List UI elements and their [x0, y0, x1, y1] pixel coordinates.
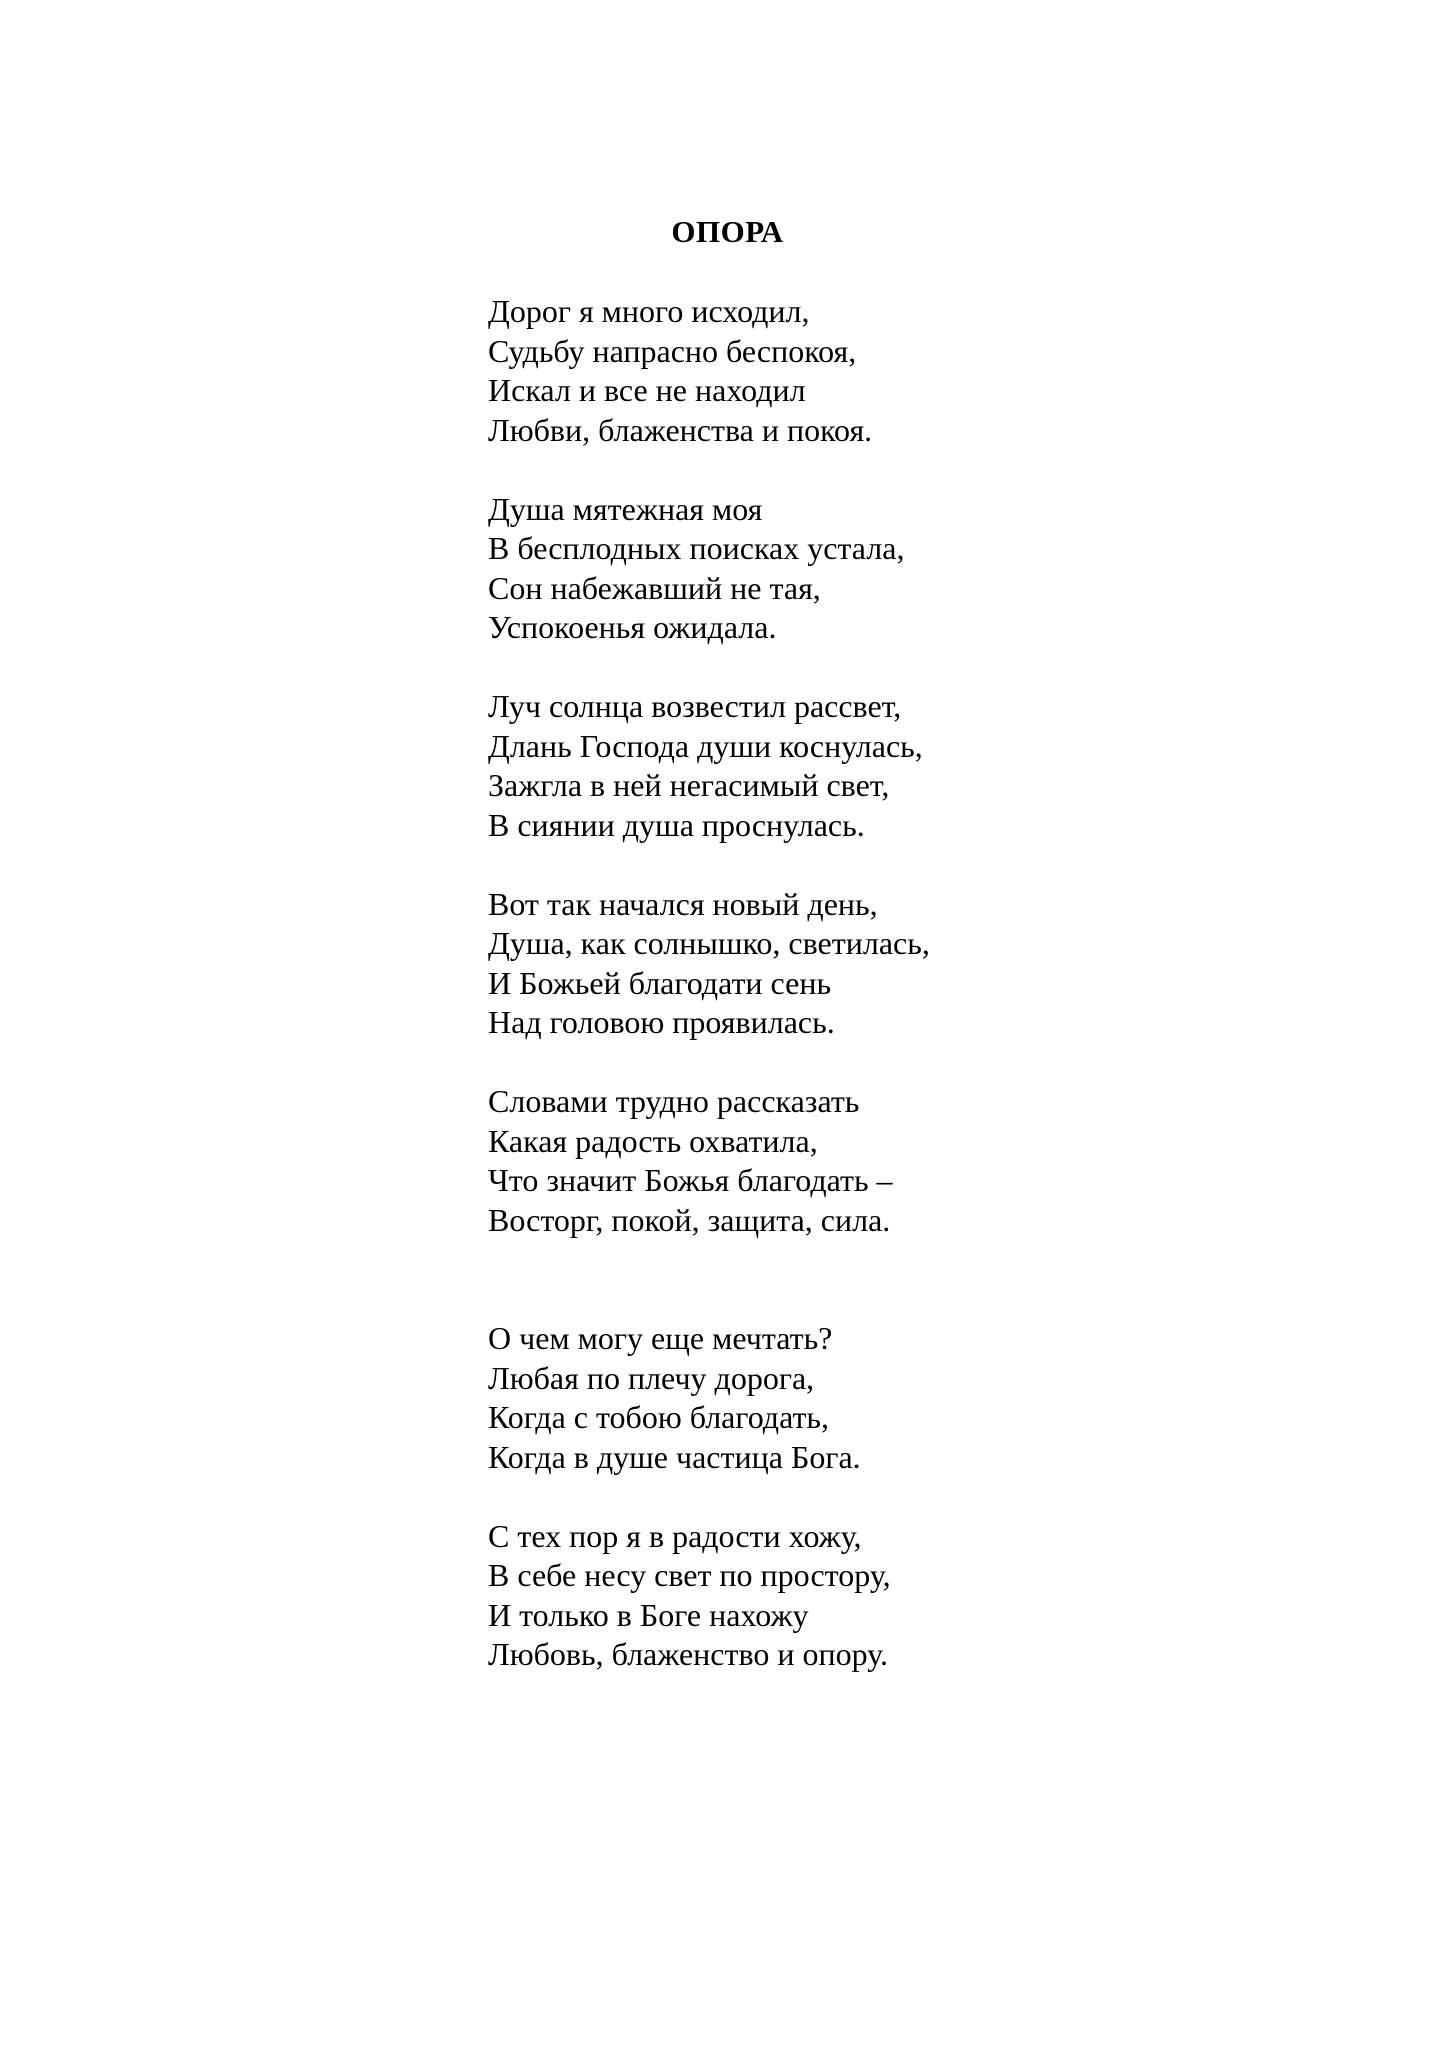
- stanza-4: [488, 885, 1288, 1043]
- poem-line: Успокоенья ожидала.: [488, 609, 777, 645]
- poem-line: Что значит Божья благодать –: [488, 1162, 893, 1198]
- stanza-2: [488, 490, 1288, 648]
- poem-line: Когда в душе частица Бога.: [488, 1438, 861, 1475]
- stanza-gap: [488, 450, 1288, 490]
- poem-line: Сон набежавший не тая,: [488, 569, 821, 606]
- poem-line: Над головою проявилась.: [488, 1004, 835, 1040]
- poem-line: Вот так начался новый день,: [488, 885, 878, 922]
- poem-title: ОПОРА: [671, 214, 784, 249]
- poem-line: Восторг, покой, защита, сила.: [488, 1201, 891, 1238]
- poem-line: Любви, блаженства и покоя.: [488, 411, 873, 448]
- poem-line: Душа, как солнышко, светилась,: [488, 925, 930, 961]
- poem-line: Луч солнца возвестил рассвет,: [488, 688, 902, 724]
- stanza-1: [488, 292, 1288, 450]
- poem-line: Судьбу напрасно беспокоя,: [488, 332, 857, 369]
- stanza-5: [488, 1082, 1288, 1240]
- poem-line: Дорог я много исходил,: [488, 293, 810, 329]
- poem-line: О чем могу еще мечтать?: [488, 1320, 833, 1356]
- poem-line: Искал и все не находил: [488, 372, 806, 408]
- poem-line: Когда с тобою благодать,: [488, 1399, 830, 1435]
- poem-line: Словами трудно рассказать: [488, 1083, 860, 1119]
- stanza-gap: [488, 845, 1288, 885]
- poem-line: Зажгла в ней негасимый свет,: [488, 767, 890, 803]
- poem-line: В бесплодных поисках устала,: [488, 530, 905, 566]
- poem-line: Какая радость охватила,: [488, 1122, 818, 1159]
- stanza-6: [488, 1319, 1288, 1477]
- poem-line: В сиянии душа проснулась.: [488, 806, 865, 843]
- poem-line: Любовь, блаженство и опору.: [488, 1636, 888, 1672]
- stanza-7: [488, 1517, 1288, 1675]
- poem-line: И Божьей благодати сень: [488, 964, 832, 1001]
- poem-line: В себе несу свет по простору,: [488, 1557, 891, 1593]
- poem-line: Душа мятежная моя: [488, 490, 763, 527]
- stanza-3: [488, 687, 1288, 845]
- stanza-gap: [488, 1477, 1288, 1517]
- stanza-gap: [488, 1043, 1288, 1083]
- stanza-gap: [488, 1240, 1288, 1319]
- poem-line: И только в Боге нахожу: [488, 1596, 809, 1633]
- poem-line: С тех пор я в радости хожу,: [488, 1517, 862, 1554]
- poem-body: [488, 292, 1288, 1675]
- stanza-gap: [488, 648, 1288, 688]
- poem-line: Длань Господа души коснулась,: [488, 727, 923, 764]
- poem-line: Любая по плечу дорога,: [488, 1359, 815, 1396]
